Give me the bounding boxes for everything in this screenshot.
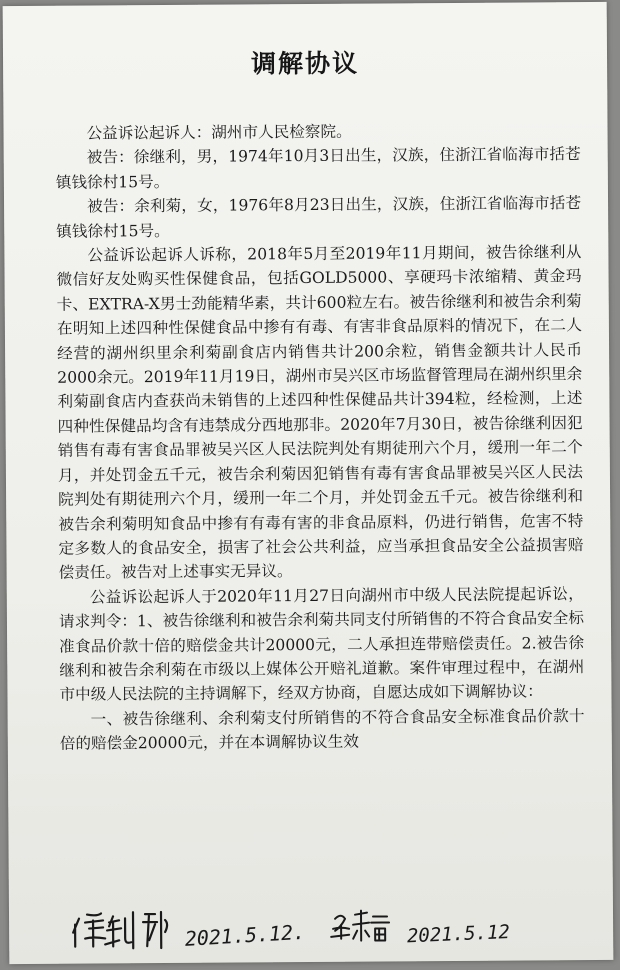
signature-area <box>9 897 613 961</box>
signature-2 <box>331 910 389 940</box>
document-body <box>55 118 584 756</box>
paragraph-claims: 公益诉讼起诉人于2020年11月27日向湖州市中级人民法院提起诉讼，请求判令：1、被告徐继利和被告余利菊共同支付所销售的不符合食品安全标准食品价款十倍的赔偿金共计20000元，二人承担连带赔偿责任。2.被告徐继利和被告余利菊在市级以上媒体公开赔礼道歉。案件审理过程中，在湖州市中级人民法院的主持调解下，经双方协商，自愿达成如下调解协议： <box>58 584 585 705</box>
document-page <box>3 2 614 964</box>
signature-2-date: 2021.5.12 <box>406 921 511 948</box>
paragraph-plaintiff: 公益诉讼起诉人：湖州市人民检察院。 <box>86 122 352 143</box>
signature-1 <box>73 912 167 949</box>
handwritten-signatures <box>9 897 613 961</box>
document-title: 调解协议 <box>250 48 360 79</box>
paragraph-agreement-1: 一、被告徐继利、余利菊支付所销售的不符合食品安全标准食品价款十倍的赔偿金20000元，并在本调解协议生效 <box>59 706 585 753</box>
signature-1-date: 2021.5.12. <box>184 919 306 951</box>
paragraph-defendant-2: 被告：余利菊，女，1976年8月23日出生，汉族，住浙江省临海市括苍镇钱徐村15号。 <box>56 194 582 241</box>
paragraph-facts: 公益诉讼起诉人诉称，2018年5月至2019年11月期间，被告徐继利从微信好友处购买性保健食品，包括GOLD5000、享硬玛卡浓缩精、黄金玛卡、EXTRA-X男士劲能精华素，共计600粒左右。被告徐继利和被告余利菊在明知上述四种性保健食品中掺有有毒、有害非食品原料的情况下，在二人经营的湖州织里余利菊副食店内销售共计200余粒，销售金额共计人民币2000余元。2019年11月19日，湖州市吴兴区市场监督管理局在湖州织里余利菊副食店内查获尚未销售的上述四种性保健品共计394粒，经检测，上述四种性保健品均含有违禁成分西地那非。2020年7月30日，被告徐继利因犯销售有毒有害食品罪被吴兴区人民法院判处有期徒刑六个月，缓刑一年二个月，并处罚金五千元，被告余利菊因犯销售有毒有害食品罪被吴兴区人民法院判处有期徒刑六个月，缓刑一年二个月，并处罚金五千元。被告徐继利和被告余利菊明知食品中掺有有毒有害的非食品原料，仍进行销售，危害不特定多数人的食品安全，损害了社会公共利益，应当承担食品安全公益损害赔偿责任。被告对上述事实无异议。 <box>56 243 584 583</box>
paragraph-defendant-1: 被告：徐继利，男，1974年10月3日出生，汉族，住浙江省临海市括苍镇钱徐村15号。 <box>55 145 581 192</box>
